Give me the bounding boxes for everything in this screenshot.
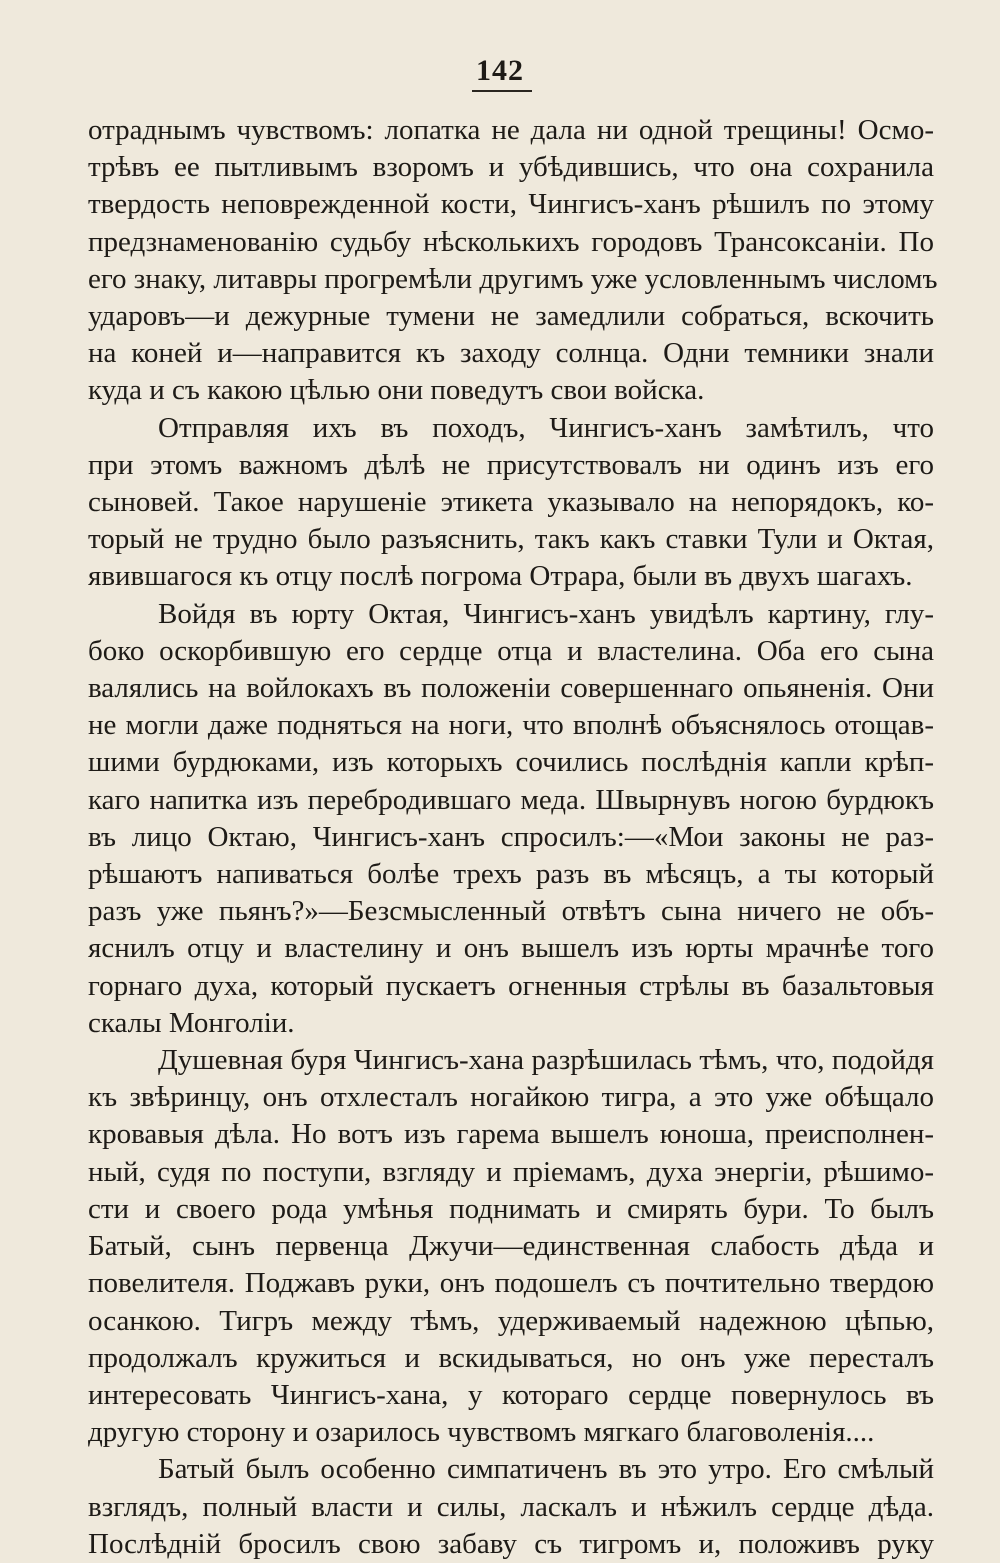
text-line: разъ уже пьянъ?»—Безсмысленный отвѣтъ сына ничего не объ- <box>88 895 934 928</box>
text-line: Батый былъ особенно симпатиченъ въ это утро. Его смѣлый <box>158 1453 934 1486</box>
text-line: на коней и—направится къ заходу солнца. Одни темники знали <box>88 337 934 370</box>
text-line: яснилъ отцу и властелину и онъ вышелъ изъ юрты мрачнѣе того <box>88 932 934 965</box>
text-line: продолжалъ кружиться и вскидываться, но онъ уже пересталъ <box>88 1341 934 1374</box>
text-line: куда и съ какою цѣлью они поведутъ свои войска. <box>88 374 705 407</box>
text-line: Батый, сынъ первенца Джучи—единственная слабость дѣда и <box>88 1230 934 1263</box>
text-line: рѣшаютъ напиваться болѣе трехъ разъ въ мѣсяцъ, а ты который <box>88 858 934 891</box>
text-line: твердость неповрежденной кости, Чингисъ-ханъ рѣшилъ по этому <box>88 188 934 221</box>
paragraph <box>88 112 938 410</box>
text-line: къ звѣринцу, онъ отхлесталъ ногайкою тигра, а это уже обѣщало <box>88 1081 934 1114</box>
text-line: повелителя. Поджавъ руки, онъ подошелъ съ почтительно твердою <box>88 1267 934 1300</box>
text-line: Войдя въ юрту Октая, Чингисъ-ханъ увидѣлъ картину, глу- <box>158 597 934 630</box>
text-line: сыновей. Такое нарушеніе этикета указывало на непорядокъ, ко- <box>88 486 934 519</box>
text-line: Послѣдній бросилъ свою забаву съ тигромъ и, положивъ руку <box>88 1527 934 1560</box>
text-line: трѣвъ ее пытливымъ взоромъ и убѣдившись, что она сохранила <box>88 151 934 184</box>
text-line: валялись на войлокахъ въ положеніи совершеннаго опьяненія. Они <box>88 672 934 705</box>
paragraph <box>88 596 934 1042</box>
text-line: скалы Монголіи. <box>88 1006 295 1039</box>
text-line: Душевная буря Чингисъ-хана разрѣшилась тѣмъ, что, подойдя <box>158 1044 934 1077</box>
text-line: не могли даже подняться на ноги, что вполнѣ объяснялось отощав- <box>88 709 934 742</box>
paragraph <box>88 1042 934 1451</box>
text-line: отраднымъ чувствомъ: лопатка не дала ни одной трещины! Осмо- <box>88 114 934 146</box>
text-line: Отправляя ихъ въ походъ, Чингисъ-ханъ замѣтилъ, что <box>158 411 934 444</box>
page-number-rule <box>472 90 532 92</box>
text-line: осанкою. Тигръ между тѣмъ, удерживаемый надежною цѣпью, <box>88 1304 934 1337</box>
text-body <box>88 112 938 1563</box>
text-line: сти и своего рода умѣнья поднимать и смирять бури. То былъ <box>88 1192 934 1225</box>
text-line: взглядъ, полный власти и силы, ласкалъ и нѣжилъ сердце дѣда. <box>88 1490 934 1523</box>
text-line: горнаго духа, который пускаетъ огненныя стрѣлы въ базальтовыя <box>88 969 934 1002</box>
text-line: шими бурдюками, изъ которыхъ сочились послѣднія капли крѣп- <box>88 746 934 779</box>
text-line: предзнаменованію судьбу нѣсколькихъ городовъ Трансоксаніи. По <box>88 225 934 258</box>
text-line: при этомъ важномъ дѣлѣ не присутствовалъ ни одинъ изъ его <box>88 448 934 481</box>
text-line: боко оскорбившую его сердце отца и властелина. Оба его сына <box>88 634 934 667</box>
text-line: его знаку, литавры прогремѣли другимъ уже условленнымъ числомъ <box>88 262 938 295</box>
text-line: ный, судя по поступи, взгляду и пріемамъ, духа энергіи, рѣшимо- <box>88 1155 934 1188</box>
paragraph <box>88 1451 934 1563</box>
text-line: ударовъ—и дежурные тумени не замедлили собраться, вскочить <box>88 300 934 333</box>
text-line: торый не трудно было разъяснить, такъ какъ ставки Тули и Октая, <box>88 523 934 556</box>
page-number: 142 <box>476 54 524 87</box>
text-line: каго напитка изъ перебродившаго меда. Швырнувъ ногою бурдюкъ <box>88 783 934 816</box>
text-line: кровавыя дѣла. Но вотъ изъ гарема вышелъ юноша, преисполнен- <box>88 1118 934 1151</box>
text-line: интересовать Чингисъ-хана, у котораго сердце повернулось въ <box>88 1378 934 1411</box>
paragraph <box>88 410 934 596</box>
text-line: въ лицо Октаю, Чингисъ-ханъ спросилъ:—«Мои законы не раз- <box>88 820 934 853</box>
text-line: явившагося къ отцу послѣ погрома Отрара, были въ двухъ шагахъ. <box>88 560 913 593</box>
text-line: другую сторону и озарилось чувствомъ мягкаго благоволенія.... <box>88 1416 875 1449</box>
